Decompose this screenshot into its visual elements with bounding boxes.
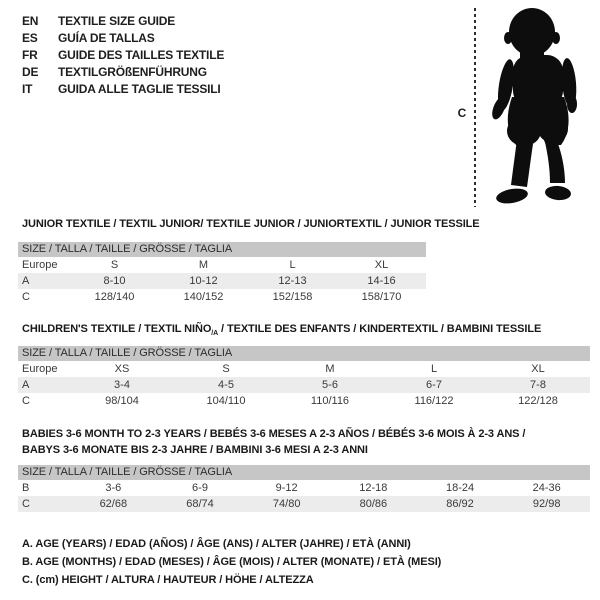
babies-size-table (18, 465, 590, 512)
cell: L (289, 259, 296, 271)
cell: 4-5 (218, 379, 234, 391)
row-label: B (22, 482, 30, 494)
cell: L (430, 363, 438, 375)
cell: 86/92 (446, 498, 474, 510)
row-label: Europe (22, 259, 58, 271)
cell: 152/158 (272, 291, 313, 303)
row-label: Europe (22, 363, 58, 375)
children-table-title (22, 321, 541, 342)
row-label: C (22, 498, 30, 510)
size-header-bar: SIZE / TALLA / TAILLE / GRÖSSE / TAGLIA (18, 465, 590, 480)
note-age-years: A. AGE (YEARS) / EDAD (AÑOS) / ÂGE (ANS) / ALTER (JAHRE) / ETÀ (ANNI) (22, 538, 411, 550)
cell: 122/128 (518, 395, 558, 407)
cell: 12-18 (359, 482, 388, 494)
lang-row-fr (22, 47, 224, 64)
row-label: C (22, 395, 30, 407)
table-row (18, 496, 590, 512)
table-row (18, 257, 426, 273)
row-label: A (22, 379, 30, 391)
lang-label: TEXTILGRÖßENFÜHRUNG (58, 65, 207, 79)
row-label: C (22, 291, 30, 303)
cell: XL (531, 363, 545, 375)
cell: S (222, 363, 230, 375)
lang-code: DE (22, 65, 39, 79)
title-text: JUNIOR TEXTILE / TEXTIL JUNIOR/ TEXTILE JUNIOR / JUNIORTEXTIL / JUNIOR TESSILE (22, 218, 480, 230)
note-age-months: B. AGE (MONTHS) / EDAD (MESES) / ÂGE (MOIS) / ALTER (MONATE) / ETÀ (MESI) (22, 556, 442, 568)
cell: 3-4 (114, 379, 130, 391)
table-row (18, 377, 590, 393)
cell: 24-36 (532, 482, 561, 494)
lang-label: GUIDA ALLE TAGLIE TESSILI (58, 82, 221, 96)
cell: 74/80 (272, 498, 301, 510)
junior-size-table (18, 242, 426, 305)
lang-code: EN (22, 14, 39, 28)
legend-notes (22, 535, 441, 589)
cell: M (325, 363, 335, 375)
title-text: / TEXTILE DES ENFANTS / KINDERTEXTIL / BAMBINI TESSILE (218, 323, 542, 335)
lang-row-es (22, 30, 224, 47)
cell: 110/116 (310, 395, 350, 407)
cell: 6-7 (426, 379, 442, 391)
lang-row-it (22, 81, 224, 98)
junior-table-title (22, 216, 480, 232)
table-row (18, 289, 426, 305)
babies-table-title (22, 426, 525, 458)
cell: 104/110 (206, 395, 246, 407)
cell: 12-13 (278, 275, 307, 287)
row-label: A (22, 275, 30, 287)
table-row (18, 480, 590, 496)
height-measure-label: C (457, 106, 467, 120)
table-row (18, 393, 590, 409)
lang-code: FR (22, 48, 38, 62)
cell: 128/140 (94, 291, 135, 303)
cell: M (198, 259, 209, 271)
lang-code: IT (22, 82, 33, 96)
lang-row-en (22, 13, 224, 30)
table-row (18, 273, 426, 289)
title-text: CHILDREN'S TEXTILE / TEXTIL NIÑO (22, 323, 212, 335)
cell: 6-9 (192, 482, 208, 494)
cell: 92/98 (532, 498, 561, 510)
table-row (18, 361, 590, 377)
cell: 10-12 (189, 275, 218, 287)
lang-label: TEXTILE SIZE GUIDE (58, 14, 176, 28)
cell: 3-6 (105, 482, 122, 494)
cell: XL (374, 259, 389, 271)
size-header-bar: SIZE / TALLA / TAILLE / GRÖSSE / TAGLIA (18, 346, 590, 361)
cell: S (110, 259, 119, 271)
cell: 140/152 (183, 291, 224, 303)
lang-label: GUIDE DES TAILLES TEXTILE (58, 48, 225, 62)
cell: 98/104 (105, 395, 139, 407)
cell: XS (114, 363, 130, 375)
cell: 14-16 (367, 275, 396, 287)
title-subscript: /A (211, 330, 219, 338)
cell: 18-24 (445, 482, 475, 494)
note-height-cm: C. (cm) HEIGHT / ALTURA / HAUTEUR / HÖHE / ALTEZZA (22, 574, 314, 586)
height-measure-dashed-line (474, 8, 476, 207)
cell: 7-8 (530, 379, 546, 391)
lang-code: ES (22, 31, 38, 45)
lang-label: GUÍA DE TALLAS (58, 31, 155, 45)
cell: 8-10 (103, 275, 126, 287)
children-size-table (18, 346, 590, 409)
size-header-bar: SIZE / TALLA / TAILLE / GRÖSSE / TAGLIA (18, 242, 426, 257)
baby-silhouette-icon (486, 5, 590, 211)
cell: 68/74 (186, 498, 214, 510)
cell: 80/86 (359, 498, 388, 510)
title-line-1: BABIES 3-6 MONTH TO 2-3 YEARS / BEBÉS 3-6 MESES A 2-3 AÑOS / BÉBÉS 3-6 MOIS À 2-3 ANS / (22, 428, 526, 440)
cell: 62/68 (99, 498, 128, 510)
cell: 5-6 (322, 379, 338, 391)
title-line-2: BABYS 3-6 MONATE BIS 2-3 JAHRE / BAMBINI 3-6 MESI A 2-3 ANNI (22, 444, 368, 456)
cell: 158/170 (361, 291, 402, 303)
lang-row-de (22, 64, 224, 81)
cell: 9-12 (275, 482, 298, 494)
cell: 116/122 (414, 395, 454, 407)
language-header (22, 13, 224, 98)
